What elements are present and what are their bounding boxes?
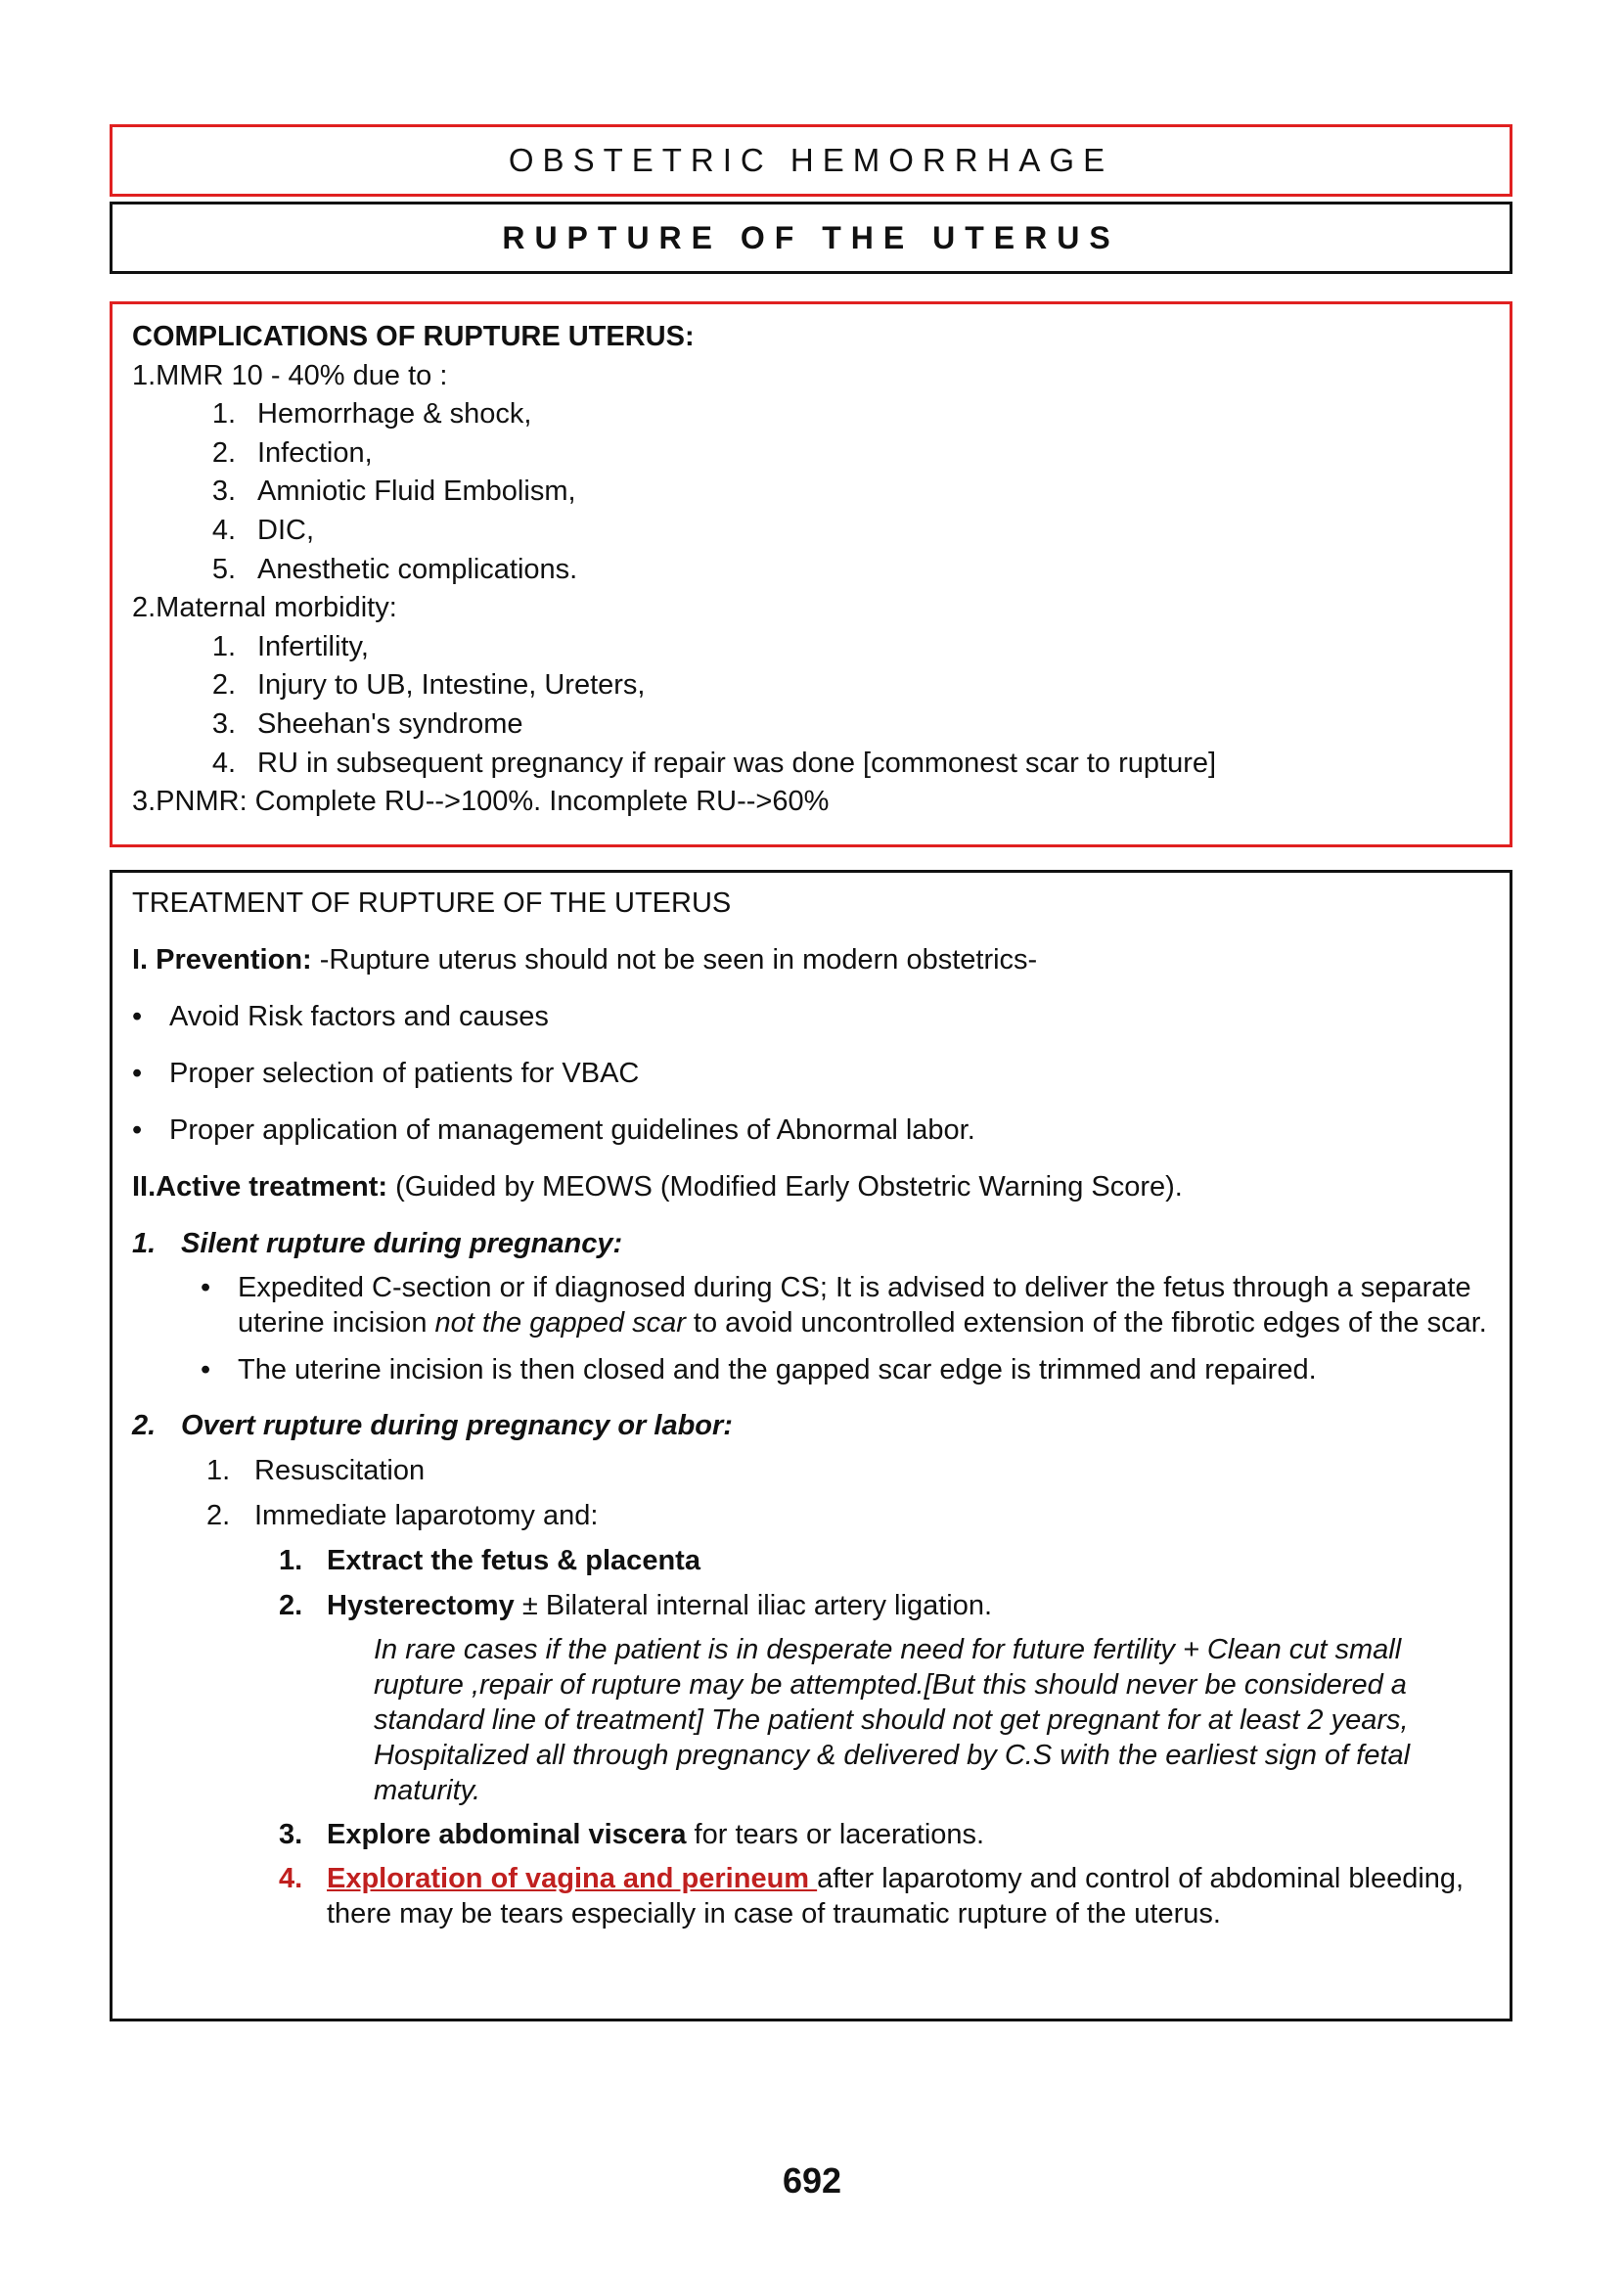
list-item: • Avoid Risk factors and causes bbox=[132, 1001, 549, 1032]
list-item: 3. Explore abdominal viscera for tears or lacerations. bbox=[279, 1819, 985, 1850]
list-item: 3. Sheehan's syndrome bbox=[211, 707, 523, 740]
overt-rupture-heading: 2. Overt rupture during pregnancy or labor: bbox=[132, 1410, 733, 1441]
title-banner bbox=[110, 124, 1512, 197]
treatment-heading: TREATMENT OF RUPTURE OF THE UTERUS bbox=[132, 887, 732, 919]
list-item: 2. Injury to UB, Intestine, Ureters, bbox=[211, 669, 646, 702]
section-title: RUPTURE OF THE UTERUS bbox=[502, 219, 1120, 255]
treatment-panel bbox=[110, 870, 1512, 2021]
list-item: 2. Infection, bbox=[211, 436, 373, 469]
exploration-link: Exploration of vagina and perineum bbox=[327, 1863, 818, 1894]
list-item: 1. Resuscitation bbox=[206, 1455, 426, 1486]
page-number: 692 bbox=[782, 2160, 842, 2201]
page-title: OBSTETRIC HEMORRHAGE bbox=[508, 142, 1114, 178]
mmr-list bbox=[132, 395, 1490, 589]
list-item: • Proper selection of patients for VBAC bbox=[132, 1058, 640, 1089]
prevention-line: I. Prevention: -Rupture uterus should not be seen in modern obstetrics- bbox=[132, 944, 1038, 976]
silent-rupture-heading: 1. Silent rupture during pregnancy: bbox=[132, 1228, 623, 1259]
morbidity-label: 2.Maternal morbidity: bbox=[132, 592, 397, 624]
list-item: 4. RU in subsequent pregnancy if repair was done [commonest scar to rupture] bbox=[211, 747, 1217, 779]
list-item: 4. DIC, bbox=[211, 514, 314, 546]
list-item: 4. Exploration of vagina and perineum after laparotomy and control of abdominal bleeding, there may be tears especially in case of traumatic rupture of the uterus. bbox=[279, 1863, 1465, 1930]
list-item: 1. Hemorrhage & shock, bbox=[211, 398, 532, 431]
complications-heading: COMPLICATIONS OF RUPTURE UTERUS: bbox=[132, 321, 695, 352]
list-item: • The uterine incision is then closed and the gapped scar edge is trimmed and repaired. bbox=[201, 1354, 1317, 1385]
list-item: 2. Immediate laparotomy and: bbox=[206, 1500, 599, 1531]
list-item: 1. Infertility, bbox=[211, 630, 369, 662]
morbidity-list bbox=[132, 628, 1490, 783]
list-item: 3. Amniotic Fluid Embolism, bbox=[211, 476, 576, 508]
fertility-note: In rare cases if the patient is in desperate need for future fertility + Clean cut small rupture ,repair of rupture may be attempted.[But this should never be considered a standard line of treatment] The patient should not get pregnant for at least 2 years, Hospitalized all through pregnancy & delivered by C.S with the earliest sign of fetal maturity. bbox=[374, 1634, 1411, 1806]
list-item: 2. Hysterectomy ± Bilateral internal iliac artery ligation. bbox=[279, 1590, 993, 1621]
list-item: 5. Anesthetic complications. bbox=[211, 553, 578, 585]
pnmr-line: 3.PNMR: Complete RU-->100%. Incomplete RU-->60% bbox=[132, 786, 830, 818]
subtitle-banner bbox=[110, 202, 1512, 274]
complications-panel bbox=[110, 301, 1512, 847]
mmr-label: 1.MMR 10 - 40% due to : bbox=[132, 359, 448, 391]
list-item: • Expedited C-section or if diagnosed during CS; It is advised to deliver the fetus through a separate uterine incision not the gapped scar to avoid uncontrolled extension of the fibrotic edges of the scar. bbox=[201, 1272, 1487, 1339]
active-treatment-line: II.Active treatment: (Guided by MEOWS (Modified Early Obstetric Warning Score). bbox=[132, 1171, 1183, 1203]
list-item: • Proper application of management guidelines of Abnormal labor. bbox=[132, 1114, 975, 1146]
list-item: 1. Extract the fetus & placenta bbox=[279, 1545, 700, 1576]
